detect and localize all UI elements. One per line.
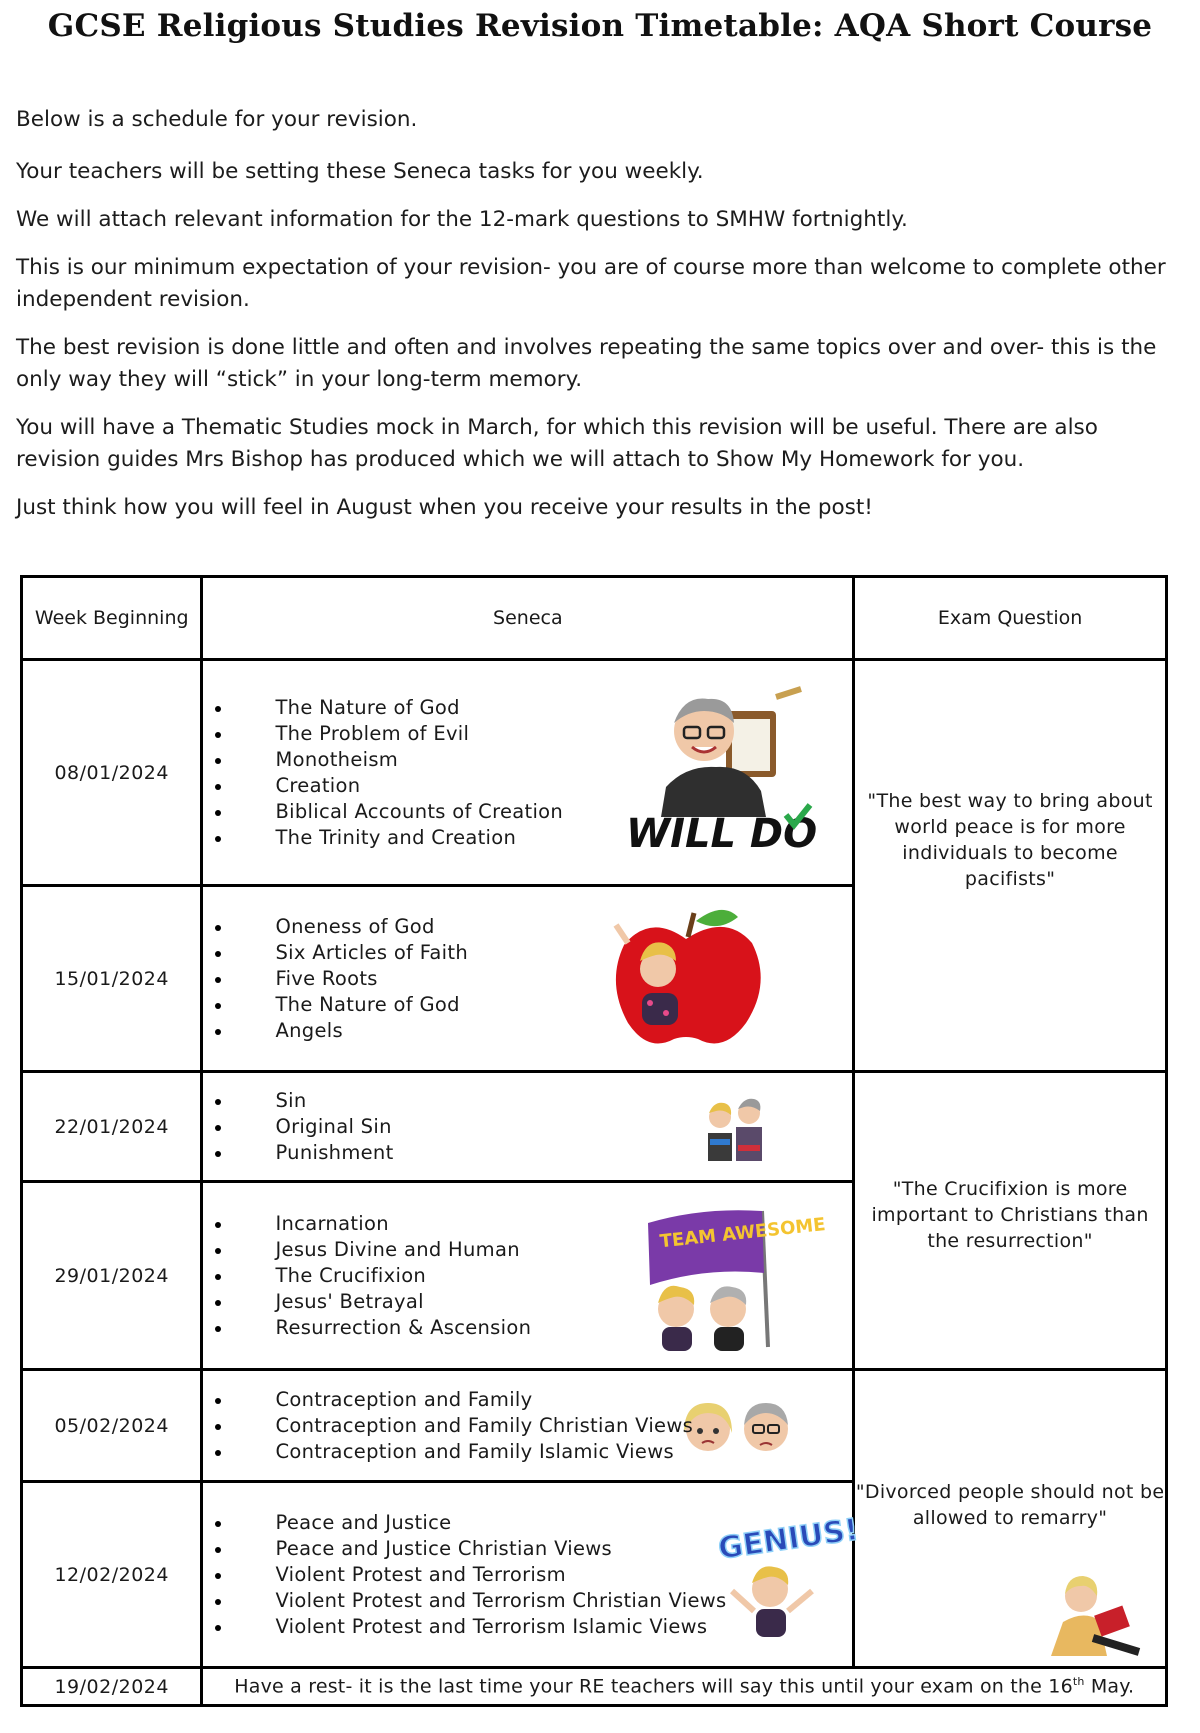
intro-paragraph: Just think how you will feel in August when you receive your results in the post!: [16, 495, 873, 520]
list-item: Peace and Justice: [203, 1510, 852, 1536]
list-item: Oneness of God: [203, 914, 852, 940]
list-item: Contraception and Family: [203, 1387, 852, 1413]
intro-text: [16, 104, 1186, 544]
seneca-cell: [202, 660, 854, 886]
final-note-text-end: May.: [1084, 1675, 1135, 1698]
intro-paragraph: You will have a Thematic Studies mock in March, for which this revision will be useful. There are also revision guides Mrs Bishop has produced which we will attach to Show My Homework for you.: [16, 415, 1098, 472]
exam-question-cell: [854, 660, 1167, 1072]
topic-list: [203, 914, 852, 1044]
list-item: Six Articles of Faith: [203, 940, 852, 966]
week-cell: 19/02/2024: [22, 1668, 202, 1706]
svg-text:WILL DO: WILL DO: [626, 811, 818, 857]
list-item: Resurrection & Ascension: [203, 1315, 852, 1341]
intro-paragraph: This is our minimum expectation of your revision- you are of course more than welcome to complete other independent revision.: [16, 255, 1166, 312]
header-seneca: Seneca: [202, 577, 854, 660]
topic-list: [203, 695, 852, 851]
intro-paragraph: The best revision is done little and often and involves repeating the same topics over and over- this is the only way they will “stick” in your long-term memory.: [16, 335, 1157, 392]
week-cell: 05/02/2024: [22, 1370, 202, 1482]
table-row: [22, 660, 1167, 886]
topic-list: [203, 1211, 852, 1341]
reading-sticker: [1043, 1560, 1153, 1660]
list-item: The Crucifixion: [203, 1263, 852, 1289]
exam-question-text: "The best way to bring about world peace is for more individuals to become pacifists": [867, 789, 1153, 890]
header-week-beginning: Week Beginning: [22, 577, 202, 660]
seneca-cell: [202, 1370, 854, 1482]
exam-question-text: "Divorced people should not be allowed to remarry": [855, 1480, 1165, 1529]
list-item: The Problem of Evil: [203, 721, 852, 747]
list-item: The Trinity and Creation: [203, 825, 852, 851]
topic-list: [203, 1510, 852, 1640]
week-cell: 08/01/2024: [22, 660, 202, 886]
list-item: Original Sin: [203, 1114, 852, 1140]
list-item: Angels: [203, 1018, 852, 1044]
list-item: Violent Protest and Terrorism Christian Views: [203, 1588, 852, 1614]
week-cell: 12/02/2024: [22, 1482, 202, 1668]
table-row: [22, 1668, 1167, 1706]
topic-list: [203, 1387, 852, 1465]
seneca-cell: [202, 1072, 854, 1182]
seneca-cell: [202, 1182, 854, 1370]
final-note-superscript: th: [1072, 1675, 1085, 1689]
list-item: Contraception and Family Islamic Views: [203, 1439, 852, 1465]
week-cell: 15/01/2024: [22, 886, 202, 1072]
exam-question-text: "The Crucifixion is more important to Christians than the resurrection": [871, 1177, 1149, 1252]
list-item: Incarnation: [203, 1211, 852, 1237]
list-item: Peace and Justice Christian Views: [203, 1536, 852, 1562]
week-cell: 29/01/2024: [22, 1182, 202, 1370]
week-cell: 22/01/2024: [22, 1072, 202, 1182]
svg-text:GENIUS!: GENIUS!: [716, 1512, 861, 1567]
list-item: Punishment: [203, 1140, 852, 1166]
exam-question-cell: [854, 1370, 1167, 1668]
list-item: Monotheism: [203, 747, 852, 773]
exam-question-cell: [854, 1072, 1167, 1370]
list-item: Jesus Divine and Human: [203, 1237, 852, 1263]
list-item: The Nature of God: [203, 695, 852, 721]
list-item: Violent Protest and Terrorism: [203, 1562, 852, 1588]
intro-paragraph: Your teachers will be setting these Seneca tasks for you weekly.: [16, 159, 704, 184]
svg-text:TEAM AWESOME: TEAM AWESOME: [658, 1214, 827, 1253]
final-note-cell: [202, 1668, 1167, 1706]
list-item: The Nature of God: [203, 992, 852, 1018]
intro-paragraph: We will attach relevant information for the 12-mark questions to SMHW fortnightly.: [16, 207, 908, 232]
topic-list: [203, 1088, 852, 1166]
seneca-cell: [202, 886, 854, 1072]
list-item: Contraception and Family Christian Views: [203, 1413, 852, 1439]
final-note-text: Have a rest- it is the last time your RE teachers will say this until your exam on the 16: [234, 1675, 1073, 1698]
seneca-cell: [202, 1482, 861, 1668]
list-item: Five Roots: [203, 966, 852, 992]
list-item: Sin: [203, 1088, 852, 1114]
list-item: Jesus' Betrayal: [203, 1289, 852, 1315]
intro-paragraph: Below is a schedule for your revision.: [16, 107, 418, 132]
list-item: Creation: [203, 773, 852, 799]
revision-table: [20, 575, 1168, 1707]
list-item: Violent Protest and Terrorism Islamic Views: [203, 1614, 852, 1640]
list-item: Biblical Accounts of Creation: [203, 799, 852, 825]
page-title: GCSE Religious Studies Revision Timetable: AQA Short Course: [47, 8, 1153, 44]
header-exam-question: Exam Question: [854, 577, 1167, 660]
table-header-row: [22, 577, 1167, 660]
table-row: [22, 1072, 1167, 1182]
table-row: [22, 1370, 1167, 1482]
